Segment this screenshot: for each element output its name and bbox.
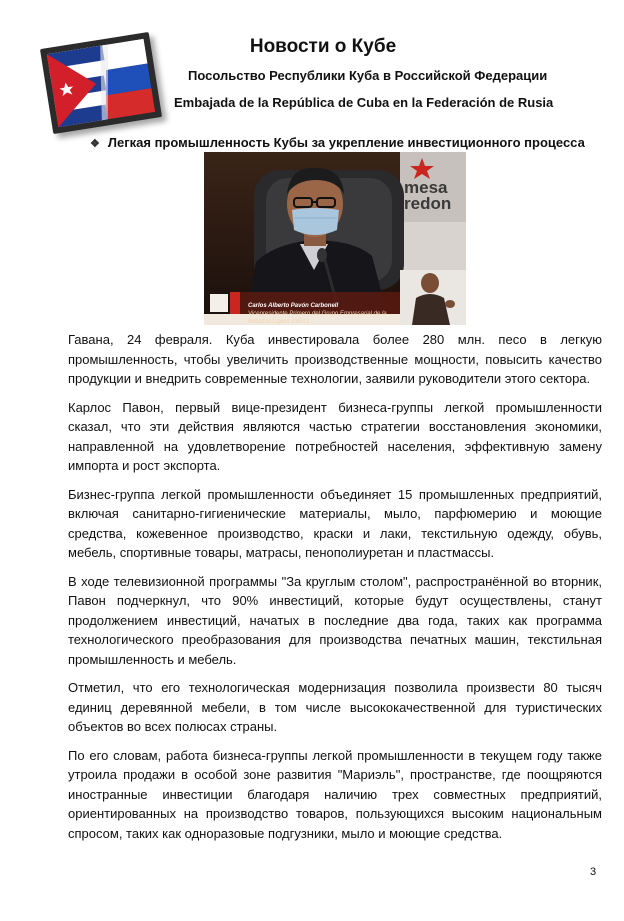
article-paragraph: В ходе телевизионной программы "За круглым столом", распространённой во вторник, Павон подчеркнул, что 90% инвестиций, которые будут осуществлены, станут продолжением инвестиций, начатых в последние два года, таких как программа технологического преобразования для производства печатных машин, текстильная промышленность и мебель. xyxy=(68,573,602,667)
article-body xyxy=(68,330,602,852)
article-paragraph: Гавана, 24 февраля. Куба инвестировала более 280 млн. песо в легкую промышленность, чтобы увеличить производственные мощности, повысить качество продукции и внедрить современные технологии, заявили руководители этого сектора. xyxy=(68,332,602,386)
studio-logo-line-1: mesa xyxy=(404,178,448,197)
caption-name: Carlos Alberto Pavón Carbonell xyxy=(248,303,339,309)
article-paragraph: По его словам, работа бизнеса-группы легкой промышленности в текущем году также утроила продажи в особой зоне развития "Мариэль", пространстве, где поощряются иностранные инвестиции благодаря наличию трех совместных предприятий, ориентированных на производство товаров, пользующихся высоким национальным спросом, таких как одноразовые подгузники, мыло и моющие средства. xyxy=(68,747,602,841)
caption-title: Vicepresidente Primero del Grupo Empresarial de la Industria Ligera (GEIL) xyxy=(248,311,387,325)
photo-caption xyxy=(248,302,388,325)
diamond-bullet-icon: ❖ xyxy=(90,138,100,150)
studio-logo-line-2: redon xyxy=(404,194,452,213)
page-number: 3 xyxy=(590,866,597,878)
newsletter-title: Новости о Кубе xyxy=(249,36,397,57)
article-photo xyxy=(204,152,466,325)
studio-logo xyxy=(404,180,451,212)
article-headline xyxy=(90,135,585,150)
article-paragraph: Отметил, что его технологическая модернизация позволила произвести 80 тысяч единиц деревянной мебели, в том числе высококачественной для туристических объектов во всех полюсах страны. xyxy=(68,680,602,734)
article-paragraph: Карлос Павон, первый вице-президент бизнеса-группы легкой промышленности сказал, что эти действия являются частью стратегии восстановления экономики, направленной на удовлетворение потребностей населения, эффективную замену импорта и рост экспорта. xyxy=(68,399,602,473)
article-headline-text: Легкая промышленность Кубы за укрепление инвестиционного процесса xyxy=(107,135,585,150)
embassy-name-es: Embajada de la República de Cuba en la Federación de Rusia xyxy=(174,95,554,110)
article-paragraph: Бизнес-группа легкой промышленности объединяет 15 промышленных предприятий, включая санитарно-гигиенические материалы, мыло, парфюмерию и моющие средства, кожевенное производство, краски и лаки, текстильную одежду, обувь, мебель, спортивные товары, матрасы, пенополиуретан и пластмассы. xyxy=(68,486,602,560)
embassy-name-ru: Посольство Республики Куба в Российской Федерации xyxy=(188,68,548,83)
